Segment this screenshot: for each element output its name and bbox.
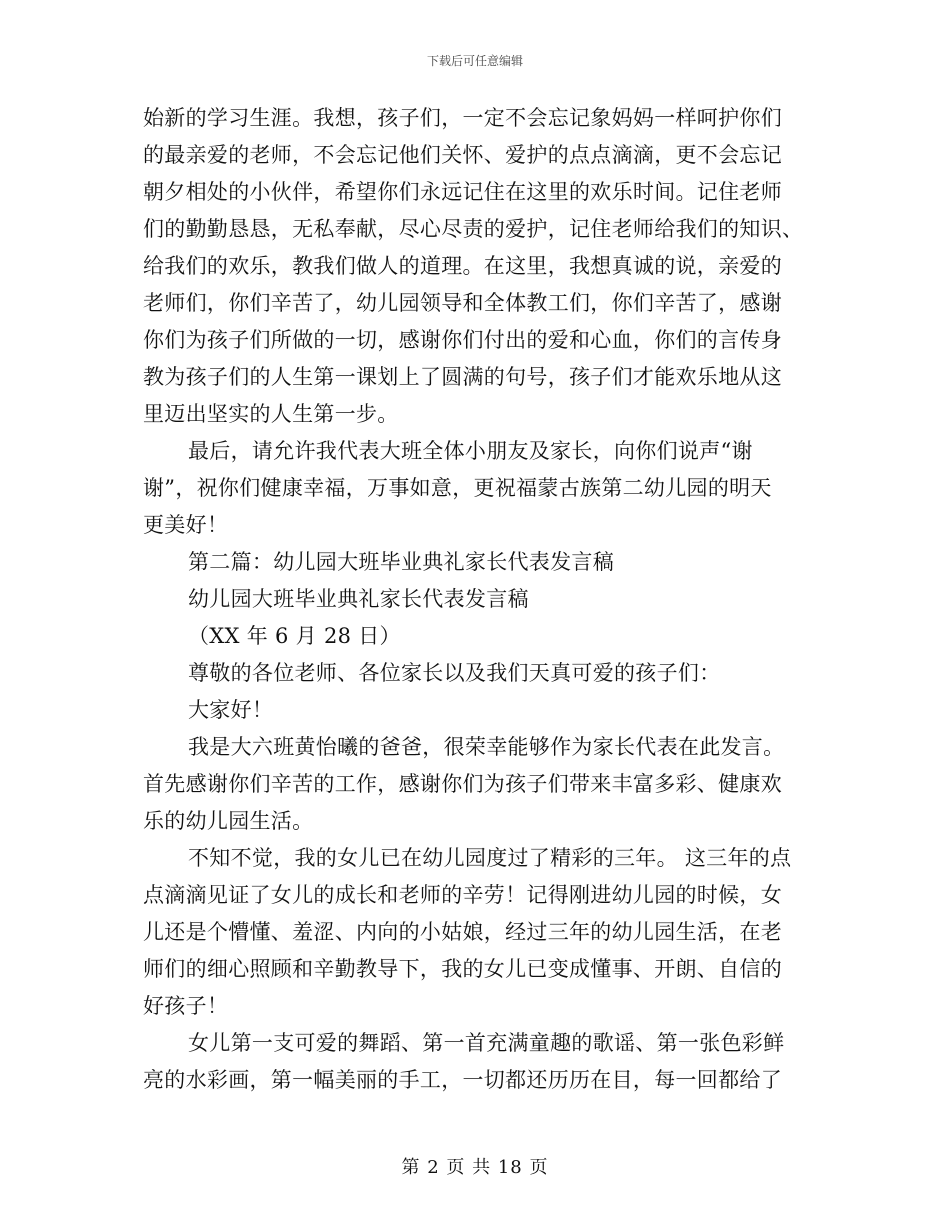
greeting: 大家好！ xyxy=(188,698,274,722)
document-body xyxy=(143,100,807,1099)
text-line: 乐的幼儿园生活。 xyxy=(143,809,314,833)
paragraph-start-line: 女儿第一支可爱的舞蹈、第一首充满童趣的歌谣、第一张色彩鲜 xyxy=(188,1031,785,1055)
text-line: 亮的水彩画，第一幅美丽的手工，一切都还历历在目，每一回都给了 xyxy=(143,1068,782,1092)
text-line: 给我们的欢乐，教我们做人的道理。在这里，我想真诚的说，亲爱的 xyxy=(143,254,782,278)
section-title: 第二篇：幼儿园大班毕业典礼家长代表发言稿 xyxy=(188,550,614,574)
salutation: 尊敬的各位老师、各位家长以及我们天真可爱的孩子们： xyxy=(188,661,721,685)
paragraph-start-line: 最后，请允许我代表大班全体小朋友及家长，向你们说声“谢 xyxy=(188,439,753,463)
text-line: 的最亲爱的老师，不会忘记他们关怀、爱护的点点滴滴，更不会忘记 xyxy=(143,143,782,167)
speech-date: （XX 年 6 月 28 日） xyxy=(188,624,401,648)
text-line: 儿还是个懵懂、羞涩、内向的小姑娘，经过三年的幼儿园生活，在老 xyxy=(143,920,782,944)
page-header-note: 下载后可任意编辑 xyxy=(426,54,523,68)
text-line: 首先感谢你们辛苦的工作，感谢你们为孩子们带来丰富多彩、健康欢 xyxy=(143,772,782,796)
text-line: 里迈出坚实的人生第一步。 xyxy=(143,402,399,426)
paragraph-start-line: 我是大六班黄怡曦的爸爸，很荣幸能够作为家长代表在此发言。 xyxy=(188,735,785,759)
page-number-footer: 第 2 页 共 18 页 xyxy=(401,1157,549,1178)
text-line: 你们为孩子们所做的一切，感谢你们付出的爱和心血，你们的言传身 xyxy=(143,328,782,352)
text-line: 点滴滴见证了女儿的成长和老师的辛劳！记得刚进幼儿园的时候，女 xyxy=(143,883,782,907)
paragraph-start-line: 不知不觉，我的女儿已在幼儿园度过了精彩的三年。 这三年的点 xyxy=(188,846,792,870)
text-line: 教为孩子们的人生第一课划上了圆满的句号，孩子们才能欢乐地从这 xyxy=(143,365,782,389)
text-line: 师们的细心照顾和辛勤教导下，我的女儿已变成懂事、开朗、自信的 xyxy=(143,957,782,981)
text-line: 始新的学习生涯。我想，孩子们，一定不会忘记象妈妈一样呵护你们 xyxy=(143,106,782,130)
text-line: 好孩子！ xyxy=(143,994,229,1018)
text-line: 们的勤勤恳恳，无私奉献，尽心尽责的爱护，记住老师给我们的知识、 xyxy=(143,217,804,241)
text-line: 更美好！ xyxy=(143,513,229,537)
text-line: 老师们，你们辛苦了，幼儿园领导和全体教工们，你们辛苦了，感谢 xyxy=(143,291,782,315)
text-line: 谢”，祝你们健康幸福，万事如意，更祝福蒙古族第二幼儿园的明天 xyxy=(143,476,772,500)
text-line: 朝夕相处的小伙伴，希望你们永远记住在这里的欢乐时间。记住老师 xyxy=(143,180,782,204)
speech-title: 幼儿园大班毕业典礼家长代表发言稿 xyxy=(188,587,529,611)
